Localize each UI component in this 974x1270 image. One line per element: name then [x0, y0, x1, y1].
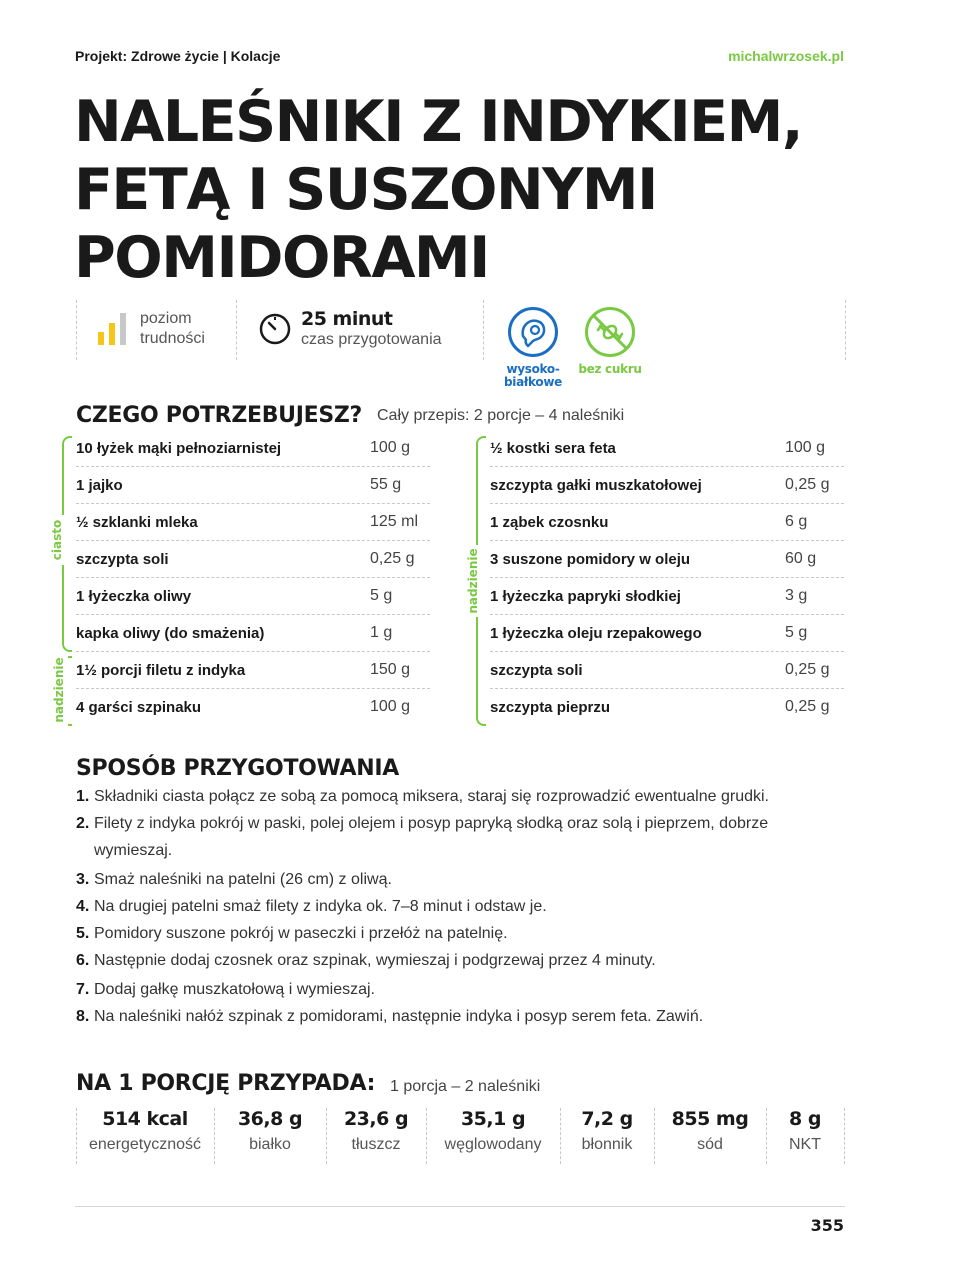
- nutrition-label: węglowodany: [444, 1136, 542, 1153]
- difficulty-bar: [109, 323, 115, 345]
- nutrition-value: 7,2 g: [581, 1108, 633, 1130]
- ingredient-qty: 150 g: [370, 661, 411, 678]
- ingredient-qty: 5 g: [370, 587, 393, 604]
- high-protein-label: [497, 363, 569, 389]
- step-number: 6.: [76, 952, 90, 969]
- nutrition-label: sód: [697, 1136, 723, 1153]
- method-heading: SPOSÓB PRZYGOTOWANIA: [76, 756, 399, 781]
- ingredient-qty: 55 g: [370, 476, 402, 493]
- step-number: 3.: [76, 871, 90, 888]
- filling-group-label-right: nadzienie: [466, 545, 482, 617]
- ingredient-name: 1 jajko: [76, 477, 123, 494]
- ingredient-name: ½ kostki sera feta: [490, 440, 616, 457]
- title-line: FETĄ I SUSZONYMI: [74, 157, 657, 223]
- title-line: POMIDORAMI: [74, 225, 489, 291]
- ingredients-subheading: Cały przepis: 2 porcje – 4 naleśniki: [377, 407, 625, 424]
- sugar-free-label: bez cukru: [578, 362, 642, 376]
- step-text: Na naleśniki nałóż szpinak z pomidorami, następnie indyka i posyp serem feta. Zawiń.: [94, 1008, 704, 1025]
- step-number: 1.: [76, 788, 90, 805]
- step-number: 5.: [76, 925, 90, 942]
- ingredient-qty: 100 g: [785, 439, 826, 456]
- divider: [845, 300, 846, 360]
- ingredient-name: szczypta soli: [490, 662, 583, 679]
- ingredient-row: [76, 615, 430, 652]
- difficulty-bar: [120, 313, 126, 345]
- ingredient-qty: 5 g: [785, 624, 808, 641]
- step-text: Na drugiej patelni smaż filety z indyka ok. 7–8 minut i odstaw je.: [94, 898, 547, 915]
- nutrition-label: NKT: [789, 1136, 821, 1153]
- nutrition-item: [76, 1108, 214, 1168]
- ingredient-name: 1 łyżeczka papryki słodkiej: [490, 588, 681, 605]
- step-number: 8.: [76, 1008, 90, 1025]
- ingredient-row: [76, 430, 430, 467]
- step-text: Filety z indyka pokrój w paski, polej olejem i posyp papryką słodką oraz solą i pieprzem, dobrze wymieszaj.: [94, 815, 769, 859]
- ingredient-row: [76, 689, 430, 726]
- ingredient-qty: 0,25 g: [370, 550, 415, 567]
- ingredient-qty: 6 g: [785, 513, 808, 530]
- ingredient-qty: 100 g: [370, 698, 411, 715]
- site-url[interactable]: michalwrzosek.pl: [728, 48, 844, 64]
- nutrition-label: tłuszcz: [351, 1136, 401, 1153]
- ingredient-row: [76, 467, 430, 504]
- ingredient-name: 1 ząbek czosnku: [490, 514, 609, 531]
- step-number: 2.: [76, 815, 90, 832]
- nutrition-item: [426, 1108, 560, 1168]
- nutrition-item: [766, 1108, 844, 1168]
- ingredient-row: [490, 541, 844, 578]
- difficulty-bars-icon: [98, 312, 130, 346]
- step-number: 7.: [76, 981, 90, 998]
- ingredient-qty: 1 g: [370, 624, 393, 641]
- ingredient-name: 1 łyżeczka oleju rzepakowego: [490, 625, 702, 642]
- nutrition-item: [560, 1108, 654, 1168]
- nutrition-heading: NA 1 PORCJĘ PRZYPADA:: [76, 1071, 376, 1096]
- divider: [76, 300, 77, 360]
- nutrition-subheading: 1 porcja – 2 naleśniki: [390, 1078, 541, 1095]
- ingredient-row: [490, 467, 844, 504]
- high-protein-icon: [507, 306, 559, 358]
- step-text: Składniki ciasta połącz ze sobą za pomocą miksera, staraj się rozprowadzić ewentualne grudki.: [94, 788, 769, 805]
- nutrition-label: energetyczność: [88, 1136, 202, 1153]
- nutrition-label: białko: [249, 1136, 291, 1153]
- nutrition-item: [326, 1108, 426, 1168]
- step-text: Smaż naleśniki na patelni (26 cm) z oliwą.: [94, 871, 392, 888]
- page-number: 355: [810, 1216, 844, 1235]
- recipe-title: [74, 88, 874, 292]
- ingredient-row: [490, 430, 844, 467]
- ingredient-row: [490, 504, 844, 541]
- badge-label-line: wysoko-: [506, 362, 560, 376]
- ingredient-row: [490, 615, 844, 652]
- ingredient-qty: 60 g: [785, 550, 817, 567]
- ingredient-qty: 0,25 g: [785, 476, 830, 493]
- badge-label-line: białkowe: [504, 375, 562, 389]
- filling-group-label-left: nadzienie: [52, 654, 68, 726]
- ingredient-row: [76, 504, 430, 541]
- ingredient-name: szczypta gałki muszkatołowej: [490, 477, 702, 494]
- divider: [844, 1108, 845, 1164]
- step-text: Następnie dodaj czosnek oraz szpinak, wymieszaj i podgrzewaj przez 4 minuty.: [94, 952, 656, 969]
- step-text: Dodaj gałkę muszkatołową i wymieszaj.: [94, 981, 375, 998]
- ingredient-row: [490, 652, 844, 689]
- nutrition-item: [654, 1108, 766, 1168]
- stopwatch-icon: [258, 311, 292, 345]
- difficulty-label: [140, 309, 205, 349]
- ingredient-qty: 0,25 g: [785, 661, 830, 678]
- ingredient-name: 1 łyżeczka oliwy: [76, 588, 192, 605]
- ingredient-qty: 0,25 g: [785, 698, 830, 715]
- nutrition-value: 36,8 g: [237, 1108, 303, 1130]
- nutrition-table: [76, 1108, 846, 1168]
- step-number: 4.: [76, 898, 90, 915]
- difficulty-bar: [98, 332, 104, 345]
- prep-time-label: czas przygotowania: [301, 331, 442, 348]
- ingredient-qty: 3 g: [785, 587, 808, 604]
- ingredient-row: [490, 578, 844, 615]
- step-text: Pomidory suszone pokrój w paseczki i przełóż na patelnię.: [94, 925, 508, 942]
- nutrition-value: 8 g: [789, 1108, 821, 1130]
- divider: [236, 300, 237, 360]
- ingredient-name: ½ szklanki mleka: [76, 514, 198, 531]
- ingredient-name: szczypta soli: [76, 551, 169, 568]
- ingredients-heading: CZEGO POTRZEBUJESZ?: [76, 403, 363, 428]
- nutrition-value: 855 mg: [671, 1108, 749, 1130]
- ingredient-name: szczypta pieprzu: [490, 699, 611, 716]
- footer-divider: [75, 1206, 845, 1207]
- ingredient-row: [76, 578, 430, 615]
- ingredient-row: [76, 541, 430, 578]
- divider: [483, 300, 484, 360]
- ingredient-name: kapka oliwy (do smażenia): [76, 625, 265, 642]
- sugar-free-icon: [584, 306, 636, 358]
- ingredient-name: 4 garści szpinaku: [76, 699, 202, 716]
- ingredient-name: 10 łyżek mąki pełnoziarnistej: [76, 440, 282, 457]
- ingredient-qty: 100 g: [370, 439, 411, 456]
- nutrition-item: [214, 1108, 326, 1168]
- dough-group-label: ciasto: [50, 515, 66, 565]
- difficulty-label-line: trudności: [140, 330, 205, 347]
- ingredient-row: [490, 689, 844, 726]
- prep-time-value: 25 minut: [301, 308, 393, 330]
- nutrition-value: 23,6 g: [343, 1108, 409, 1130]
- ingredient-name: 1½ porcji filetu z indyka: [76, 662, 246, 679]
- ingredient-name: 3 suszone pomidory w oleju: [490, 551, 691, 568]
- ingredient-qty: 125 ml: [370, 513, 419, 530]
- nutrition-value: 35,1 g: [460, 1108, 526, 1130]
- project-label: Projekt: Zdrowe życie | Kolacje: [75, 48, 281, 64]
- title-line: NALEŚNIKI Z INDYKIEM,: [74, 89, 802, 155]
- nutrition-label: błonnik: [581, 1136, 633, 1153]
- nutrition-value: 514 kcal: [102, 1108, 188, 1130]
- difficulty-label-line: poziom: [140, 310, 192, 327]
- ingredient-row: [76, 652, 430, 689]
